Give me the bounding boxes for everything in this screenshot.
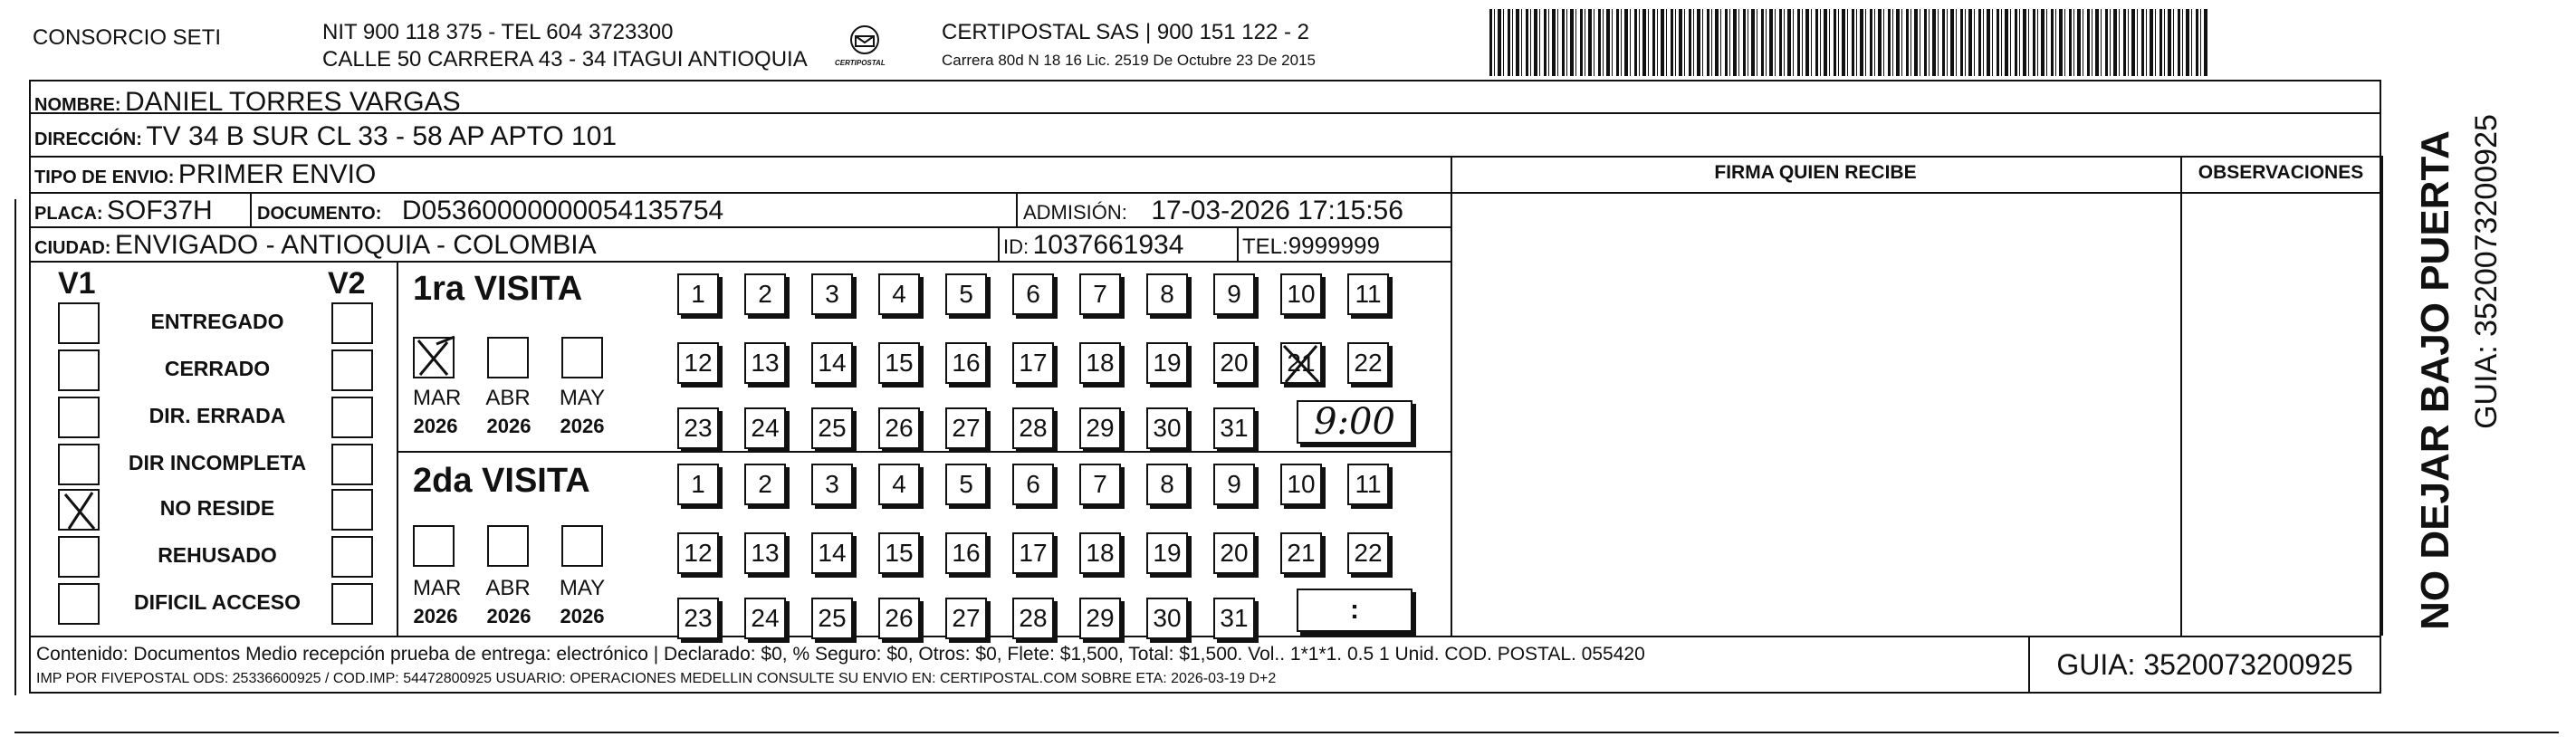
first-visit-day-19[interactable]: 19 — [1146, 342, 1188, 384]
first-visit-day-25[interactable]: 25 — [811, 407, 853, 449]
second-visit-day-17[interactable]: 17 — [1012, 532, 1054, 574]
admision-label: ADMISIÓN: — [1023, 201, 1127, 224]
v1-checkbox-dir-incompleta[interactable] — [58, 444, 100, 485]
second-visit-day-1[interactable]: 1 — [677, 464, 719, 505]
second-visit-month-may[interactable] — [561, 525, 603, 567]
second-visit-day-7[interactable]: 7 — [1079, 464, 1121, 505]
first-month-abr-label: ABR — [485, 386, 531, 410]
reason-dir-incompleta: DIR INCOMPLETA — [128, 451, 307, 474]
ciudad-value: ENVIGADO - ANTIOQUIA - COLOMBIA — [114, 230, 597, 260]
v1-label: V1 — [58, 266, 96, 301]
second-visit-day-11[interactable]: 11 — [1347, 464, 1389, 505]
first-visit-day-18[interactable]: 18 — [1079, 342, 1121, 384]
first-visit-day-31[interactable]: 31 — [1213, 407, 1255, 449]
company-name: CONSORCIO SETI — [33, 25, 222, 50]
second-month-mar-label: MAR — [413, 576, 462, 600]
first-visit-day-23[interactable]: 23 — [677, 407, 719, 449]
first-visit-day-15[interactable]: 15 — [878, 342, 920, 384]
contenido-line: Contenido: Documentos Medio recepción prueba de entrega: electrónico | Declarado: $0, % Seguro: $0, Otros: $0, Flete: $1,500, Total: $1,500. Vol.. 1*1*1. 0.5 1 Unid. COD. POSTAL. 055420 — [36, 644, 1645, 665]
first-month-may-label: MAY — [559, 386, 606, 410]
placa-value: SOF37H — [107, 196, 213, 225]
tipo-value: PRIMER ENVIO — [177, 159, 377, 189]
second-visit-day-18[interactable]: 18 — [1079, 532, 1121, 574]
reason-rehusado: REHUSADO — [158, 543, 277, 567]
ciudad-row — [34, 230, 597, 261]
second-visit-day-13[interactable]: 13 — [744, 532, 786, 574]
reason-dificil-acceso: DIFICIL ACCESO — [133, 590, 301, 614]
second-visit-day-30[interactable]: 30 — [1146, 598, 1188, 639]
id-row — [1003, 230, 1183, 261]
second-visit-day-5[interactable]: 5 — [945, 464, 987, 505]
second-visit-month-mar[interactable] — [413, 525, 455, 567]
documento-value: D05360000000054135754 — [401, 196, 724, 225]
first-visit-time-field[interactable]: 9:00 — [1297, 400, 1412, 444]
second-visit-day-14[interactable]: 14 — [811, 532, 853, 574]
first-visit-month-abr[interactable] — [487, 337, 529, 378]
placa-label: PLACA: — [34, 204, 103, 224]
certipostal-line: CERTIPOSTAL SAS | 900 151 122 - 2 — [942, 20, 1309, 44]
observaciones-header: OBSERVACIONES — [2198, 162, 2364, 183]
first-visit-day-20[interactable]: 20 — [1213, 342, 1255, 384]
nombre-label: NOMBRE: — [34, 95, 121, 115]
v2-checkbox-dir-incompleta[interactable] — [331, 444, 373, 485]
v2-checkbox-no-reside[interactable] — [331, 489, 373, 531]
ciudad-label: CIUDAD: — [34, 238, 111, 258]
address-line: CALLE 50 CARRERA 43 - 34 ITAGUI ANTIOQUIA — [322, 47, 808, 72]
first-visit-day-14[interactable]: 14 — [811, 342, 853, 384]
v1-checkbox-dificil-acceso[interactable] — [58, 583, 100, 625]
v2-checkbox-dificil-acceso[interactable] — [331, 583, 373, 625]
first-visit-title: 1ra VISITA — [413, 270, 583, 308]
first-year-abr: 2026 — [486, 415, 531, 437]
reason-entregado: ENTREGADO — [150, 310, 284, 333]
v1-checkbox-cerrado[interactable] — [58, 349, 100, 391]
first-visit-day-2[interactable]: 2 — [744, 273, 786, 315]
second-visit-day-29[interactable]: 29 — [1079, 598, 1121, 639]
second-visit-day-3[interactable]: 3 — [811, 464, 853, 505]
first-visit-month-may[interactable] — [561, 337, 603, 378]
direccion-row — [34, 121, 617, 152]
imp-line: IMP POR FIVEPOSTAL ODS: 25336600925 / COD.IMP: 54472800925 USUARIO: OPERACIONES MEDELLIN CONSULTE SU ENVIO EN: CERTIPOSTAL.COM SOBRE ETA: 2026-03-19 D+2 — [36, 671, 1277, 686]
handwritten-x-mark-icon — [58, 489, 100, 531]
first-visit-day-1[interactable]: 1 — [677, 273, 719, 315]
second-visit-day-20[interactable]: 20 — [1213, 532, 1255, 574]
second-visit-day-8[interactable]: 8 — [1146, 464, 1188, 505]
second-visit-day-26[interactable]: 26 — [878, 598, 920, 639]
tel-value: 9999999 — [1288, 232, 1380, 259]
direccion-label: DIRECCIÓN: — [34, 129, 142, 149]
second-year-may: 2026 — [560, 605, 605, 627]
nombre-value: DANIEL TORRES VARGAS — [125, 87, 461, 117]
v2-label: V2 — [328, 266, 366, 301]
nit-line: NIT 900 118 375 - TEL 604 3723300 — [322, 20, 674, 44]
first-year-mar: 2026 — [413, 415, 458, 437]
first-visit-day-16[interactable]: 16 — [945, 342, 987, 384]
nombre-row — [34, 87, 461, 118]
first-visit-day-24[interactable]: 24 — [744, 407, 786, 449]
first-visit-day-7[interactable]: 7 — [1079, 273, 1121, 315]
side-warning: NO DEJAR BAJO PUERTA — [2413, 130, 2457, 630]
second-year-abr: 2026 — [486, 605, 531, 627]
second-year-mar: 2026 — [413, 605, 458, 627]
second-month-abr-label: ABR — [485, 576, 531, 600]
v1-checkbox-entregado[interactable] — [58, 302, 100, 344]
reason-no-reside: NO RESIDE — [159, 496, 275, 520]
direccion-value: TV 34 B SUR CL 33 - 58 AP APTO 101 — [146, 121, 618, 151]
v1-checkbox-rehusado[interactable] — [58, 536, 100, 578]
second-visit-day-4[interactable]: 4 — [878, 464, 920, 505]
barcode — [1489, 9, 2209, 76]
first-visit-day-8[interactable]: 8 — [1146, 273, 1188, 315]
second-visit-day-27[interactable]: 27 — [945, 598, 987, 639]
first-visit-day-28[interactable]: 28 — [1012, 407, 1054, 449]
first-visit-day-17[interactable]: 17 — [1012, 342, 1054, 384]
first-visit-day-6[interactable]: 6 — [1012, 273, 1054, 315]
v2-checkbox-cerrado[interactable] — [331, 349, 373, 391]
second-visit-day-9[interactable]: 9 — [1213, 464, 1255, 505]
first-visit-day-10[interactable]: 10 — [1280, 273, 1322, 315]
second-visit-month-abr[interactable] — [487, 525, 529, 567]
v2-checkbox-entregado[interactable] — [331, 302, 373, 344]
guia-footer: GUIA: 3520073200925 — [2056, 648, 2353, 681]
first-visit-day-3[interactable]: 3 — [811, 273, 853, 315]
first-visit-day-22[interactable]: 22 — [1347, 342, 1389, 384]
first-visit-day-27[interactable]: 27 — [945, 407, 987, 449]
second-visit-day-31[interactable]: 31 — [1213, 598, 1255, 639]
side-guia: GUIA: 3520073200925 — [2469, 114, 2504, 429]
first-visit-day-30[interactable]: 30 — [1146, 407, 1188, 449]
second-visit-day-2[interactable]: 2 — [744, 464, 786, 505]
first-visit-day-12[interactable]: 12 — [677, 342, 719, 384]
second-visit-day-19[interactable]: 19 — [1146, 532, 1188, 574]
first-visit-day-21[interactable]: 21 — [1280, 342, 1322, 384]
second-visit-day-28[interactable]: 28 — [1012, 598, 1054, 639]
certipostal-logo — [831, 22, 898, 72]
reason-cerrado: CERRADO — [164, 357, 271, 380]
certipostal-address: Carrera 80d N 18 16 Lic. 2519 De Octubre 23 De 2015 — [942, 52, 1316, 69]
id-label: ID: — [1003, 235, 1029, 258]
tel-label: TEL: — [1242, 234, 1288, 259]
v2-checkbox-rehusado[interactable] — [331, 536, 373, 578]
second-visit-day-16[interactable]: 16 — [945, 532, 987, 574]
firma-header: FIRMA QUIEN RECIBE — [1714, 162, 1917, 183]
tipo-label: TIPO DE ENVIO: — [34, 168, 175, 187]
v1-checkbox-no-reside[interactable] — [58, 489, 100, 531]
second-visit-day-10[interactable]: 10 — [1280, 464, 1322, 505]
admision-row — [1023, 196, 1403, 226]
second-visit-day-23[interactable]: 23 — [677, 598, 719, 639]
v2-checkbox-dir-errada[interactable] — [331, 397, 373, 438]
placa-row — [34, 196, 213, 226]
second-visit-day-25[interactable]: 25 — [811, 598, 853, 639]
reason-dir-errada: DIR. ERRADA — [148, 404, 286, 427]
logo-text: CERTIPOSTAL — [835, 59, 886, 67]
second-visit-day-24[interactable]: 24 — [744, 598, 786, 639]
first-year-may: 2026 — [560, 415, 605, 437]
first-visit-day-26[interactable]: 26 — [878, 407, 920, 449]
first-visit-day-9[interactable]: 9 — [1213, 273, 1255, 315]
first-visit-day-29[interactable]: 29 — [1079, 407, 1121, 449]
second-visit-day-15[interactable]: 15 — [878, 532, 920, 574]
second-visit-time-field[interactable]: : — [1297, 589, 1412, 632]
second-visit-day-21[interactable]: 21 — [1280, 532, 1322, 574]
second-visit-day-22[interactable]: 22 — [1347, 532, 1389, 574]
second-visit-day-12[interactable]: 12 — [677, 532, 719, 574]
tel-row — [1242, 232, 1380, 260]
handwritten-x-mark-icon — [1280, 342, 1322, 384]
documento-row — [257, 196, 723, 226]
second-month-may-label: MAY — [559, 576, 606, 600]
first-visit-day-4[interactable]: 4 — [878, 273, 920, 315]
v1-checkbox-dir-errada[interactable] — [58, 397, 100, 438]
first-visit-day-5[interactable]: 5 — [945, 273, 987, 315]
documento-label: DOCUMENTO: — [257, 204, 382, 224]
second-visit-title: 2da VISITA — [413, 462, 590, 500]
first-month-mar-label: MAR — [413, 386, 462, 410]
handwritten-x-mark-icon — [411, 335, 456, 380]
id-value: 1037661934 — [1032, 230, 1184, 260]
second-visit-day-6[interactable]: 6 — [1012, 464, 1054, 505]
first-visit-day-11[interactable]: 11 — [1347, 273, 1389, 315]
first-visit-day-13[interactable]: 13 — [744, 342, 786, 384]
tipo-row — [34, 159, 376, 190]
admision-value: 17-03-2026 17:15:56 — [1151, 196, 1403, 225]
first-visit-month-mar[interactable] — [413, 337, 455, 378]
